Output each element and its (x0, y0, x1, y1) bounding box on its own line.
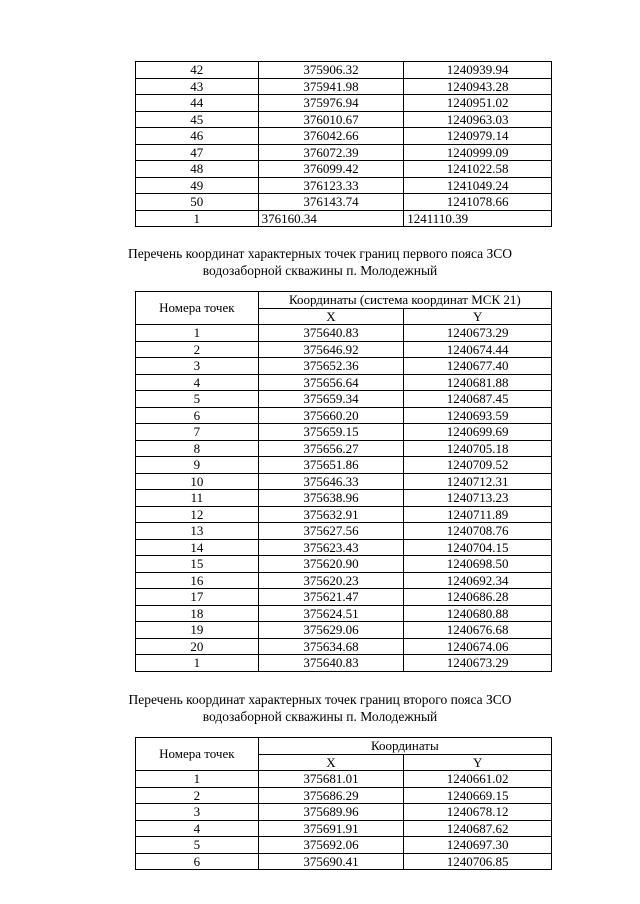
table-row (136, 589, 552, 606)
cell-x: 376010.67 (258, 111, 404, 128)
cell-x: 376099.42 (258, 161, 404, 178)
cell-point-number: 43 (136, 78, 259, 95)
cell-point-number: 20 (136, 638, 259, 655)
cell-x: 375691.91 (258, 820, 404, 837)
table-row (136, 95, 552, 112)
table-header-row (136, 292, 552, 309)
cell-y: 1240706.85 (404, 853, 552, 870)
table-row (136, 391, 552, 408)
cell-point-number: 42 (136, 62, 259, 79)
table-row (136, 457, 552, 474)
cell-y: 1240708.76 (404, 523, 552, 540)
cell-y: 1240939.94 (404, 62, 552, 79)
table-row (136, 78, 552, 95)
table-row (136, 128, 552, 145)
table-body (136, 325, 552, 672)
table-row (136, 490, 552, 507)
cell-y: 1240712.31 (404, 473, 552, 490)
cell-point-number: 1 (136, 655, 259, 672)
cell-x: 375976.94 (258, 95, 404, 112)
cell-point-number: 7 (136, 424, 259, 441)
caption-line: водозаборной скважины п. Молодежный (202, 263, 438, 278)
table-row (136, 358, 552, 375)
table-row (136, 506, 552, 523)
cell-y: 1241049.24 (404, 177, 552, 194)
table-row (136, 144, 552, 161)
cell-y: 1240669.15 (404, 787, 552, 804)
table-row (136, 787, 552, 804)
header-points: Номера точек (136, 292, 259, 325)
table-row (136, 853, 552, 870)
cell-x: 375620.90 (258, 556, 404, 573)
cell-x: 375906.32 (258, 62, 404, 79)
table-row (136, 622, 552, 639)
coordinates-table-second-zone (135, 737, 552, 870)
caption-line: Перечень координат характерных точек границ второго пояса ЗСО (128, 692, 512, 707)
table-row (136, 194, 552, 211)
cell-x: 376143.74 (258, 194, 404, 211)
table-row (136, 771, 552, 788)
cell-x: 376042.66 (258, 128, 404, 145)
cell-point-number: 13 (136, 523, 259, 540)
cell-point-number: 12 (136, 506, 259, 523)
cell-point-number: 15 (136, 556, 259, 573)
cell-point-number: 47 (136, 144, 259, 161)
cell-y: 1240674.06 (404, 638, 552, 655)
cell-y: 1240687.62 (404, 820, 552, 837)
cell-x: 375640.83 (258, 325, 404, 342)
cell-point-number: 3 (136, 358, 259, 375)
table-body (136, 771, 552, 870)
table-row (136, 325, 552, 342)
cell-x: 375692.06 (258, 837, 404, 854)
cell-y: 1240692.34 (404, 572, 552, 589)
table-row (136, 62, 552, 79)
cell-y: 1240999.09 (404, 144, 552, 161)
cell-y: 1240673.29 (404, 655, 552, 672)
cell-y: 1240943.28 (404, 78, 552, 95)
cell-point-number: 19 (136, 622, 259, 639)
cell-y: 1240699.69 (404, 424, 552, 441)
cell-point-number: 50 (136, 194, 259, 211)
cell-point-number: 2 (136, 341, 259, 358)
cell-x: 375629.06 (258, 622, 404, 639)
cell-point-number: 1 (136, 771, 259, 788)
cell-point-number: 3 (136, 804, 259, 821)
table-row (136, 210, 552, 227)
cell-x: 375690.41 (258, 853, 404, 870)
table-row (136, 638, 552, 655)
cell-x: 376160.34 (258, 210, 404, 227)
cell-y: 1240661.02 (404, 771, 552, 788)
cell-x: 375624.51 (258, 605, 404, 622)
cell-y: 1240693.59 (404, 407, 552, 424)
cell-x: 375681.01 (258, 771, 404, 788)
cell-x: 375651.86 (258, 457, 404, 474)
table-row (136, 111, 552, 128)
cell-point-number: 5 (136, 837, 259, 854)
cell-y: 1240676.68 (404, 622, 552, 639)
header-x: X (258, 308, 404, 325)
header-coords: Координаты (258, 738, 551, 755)
cell-y: 1240951.02 (404, 95, 552, 112)
cell-y: 1240963.03 (404, 111, 552, 128)
cell-y: 1240678.12 (404, 804, 552, 821)
coordinates-table-continuation (135, 61, 552, 227)
cell-y: 1240705.18 (404, 440, 552, 457)
header-y: Y (404, 754, 552, 771)
caption-first-zone (0, 245, 640, 279)
cell-point-number: 44 (136, 95, 259, 112)
table-row (136, 820, 552, 837)
table-row (136, 440, 552, 457)
table-row (136, 804, 552, 821)
table-row (136, 341, 552, 358)
cell-x: 375659.15 (258, 424, 404, 441)
cell-x: 375941.98 (258, 78, 404, 95)
cell-y: 1240674.44 (404, 341, 552, 358)
table-header-row (136, 738, 552, 755)
cell-point-number: 17 (136, 589, 259, 606)
cell-point-number: 6 (136, 853, 259, 870)
cell-y: 1240686.28 (404, 589, 552, 606)
cell-point-number: 16 (136, 572, 259, 589)
coordinates-table-first-zone (135, 291, 552, 672)
table-row (136, 523, 552, 540)
table-row (136, 424, 552, 441)
cell-x: 375623.43 (258, 539, 404, 556)
table-row (136, 539, 552, 556)
cell-point-number: 10 (136, 473, 259, 490)
cell-point-number: 45 (136, 111, 259, 128)
cell-x: 375656.64 (258, 374, 404, 391)
table-row (136, 572, 552, 589)
cell-point-number: 18 (136, 605, 259, 622)
table-row (136, 407, 552, 424)
cell-point-number: 9 (136, 457, 259, 474)
table-row (136, 374, 552, 391)
cell-point-number: 6 (136, 407, 259, 424)
cell-y: 1240704.15 (404, 539, 552, 556)
table-row (136, 177, 552, 194)
caption-line: водозаборной скважины п. Молодежный (202, 709, 438, 724)
header-x: X (258, 754, 404, 771)
cell-y: 1240711.89 (404, 506, 552, 523)
table-row (136, 605, 552, 622)
cell-point-number: 8 (136, 440, 259, 457)
cell-x: 375621.47 (258, 589, 404, 606)
cell-point-number: 48 (136, 161, 259, 178)
cell-point-number: 1 (136, 210, 259, 227)
cell-x: 375646.92 (258, 341, 404, 358)
caption-second-zone (0, 691, 640, 725)
cell-point-number: 49 (136, 177, 259, 194)
table-row (136, 556, 552, 573)
cell-x: 375652.36 (258, 358, 404, 375)
table-row (136, 161, 552, 178)
cell-x: 375660.20 (258, 407, 404, 424)
table-row (136, 473, 552, 490)
header-coords: Координаты (система координат МСК 21) (258, 292, 551, 309)
cell-point-number: 2 (136, 787, 259, 804)
cell-x: 375686.29 (258, 787, 404, 804)
cell-x: 375656.27 (258, 440, 404, 457)
cell-y: 1240677.40 (404, 358, 552, 375)
header-y: Y (404, 308, 552, 325)
cell-y: 1240697.30 (404, 837, 552, 854)
cell-x: 375689.96 (258, 804, 404, 821)
table-body (136, 62, 552, 227)
cell-y: 1240709.52 (404, 457, 552, 474)
cell-y: 1240687.45 (404, 391, 552, 408)
cell-x: 375640.83 (258, 655, 404, 672)
cell-y: 1240979.14 (404, 128, 552, 145)
header-points: Номера точек (136, 738, 259, 771)
cell-x: 375620.23 (258, 572, 404, 589)
cell-y: 1240673.29 (404, 325, 552, 342)
cell-point-number: 46 (136, 128, 259, 145)
cell-y: 1241078.66 (404, 194, 552, 211)
cell-x: 375646.33 (258, 473, 404, 490)
cell-x: 376123.33 (258, 177, 404, 194)
cell-point-number: 4 (136, 820, 259, 837)
table-row (136, 837, 552, 854)
caption-line: Перечень координат характерных точек границ первого пояса ЗСО (127, 246, 513, 261)
cell-x: 375634.68 (258, 638, 404, 655)
table-row (136, 655, 552, 672)
cell-point-number: 1 (136, 325, 259, 342)
cell-y: 1240698.50 (404, 556, 552, 573)
cell-y: 1241110.39 (404, 210, 552, 227)
cell-x: 375627.56 (258, 523, 404, 540)
cell-x: 376072.39 (258, 144, 404, 161)
cell-point-number: 14 (136, 539, 259, 556)
cell-x: 375632.91 (258, 506, 404, 523)
cell-y: 1240680.88 (404, 605, 552, 622)
cell-point-number: 5 (136, 391, 259, 408)
cell-x: 375638.96 (258, 490, 404, 507)
cell-y: 1240713.23 (404, 490, 552, 507)
cell-x: 375659.34 (258, 391, 404, 408)
cell-y: 1240681.88 (404, 374, 552, 391)
cell-point-number: 11 (136, 490, 259, 507)
cell-y: 1241022.58 (404, 161, 552, 178)
cell-point-number: 4 (136, 374, 259, 391)
